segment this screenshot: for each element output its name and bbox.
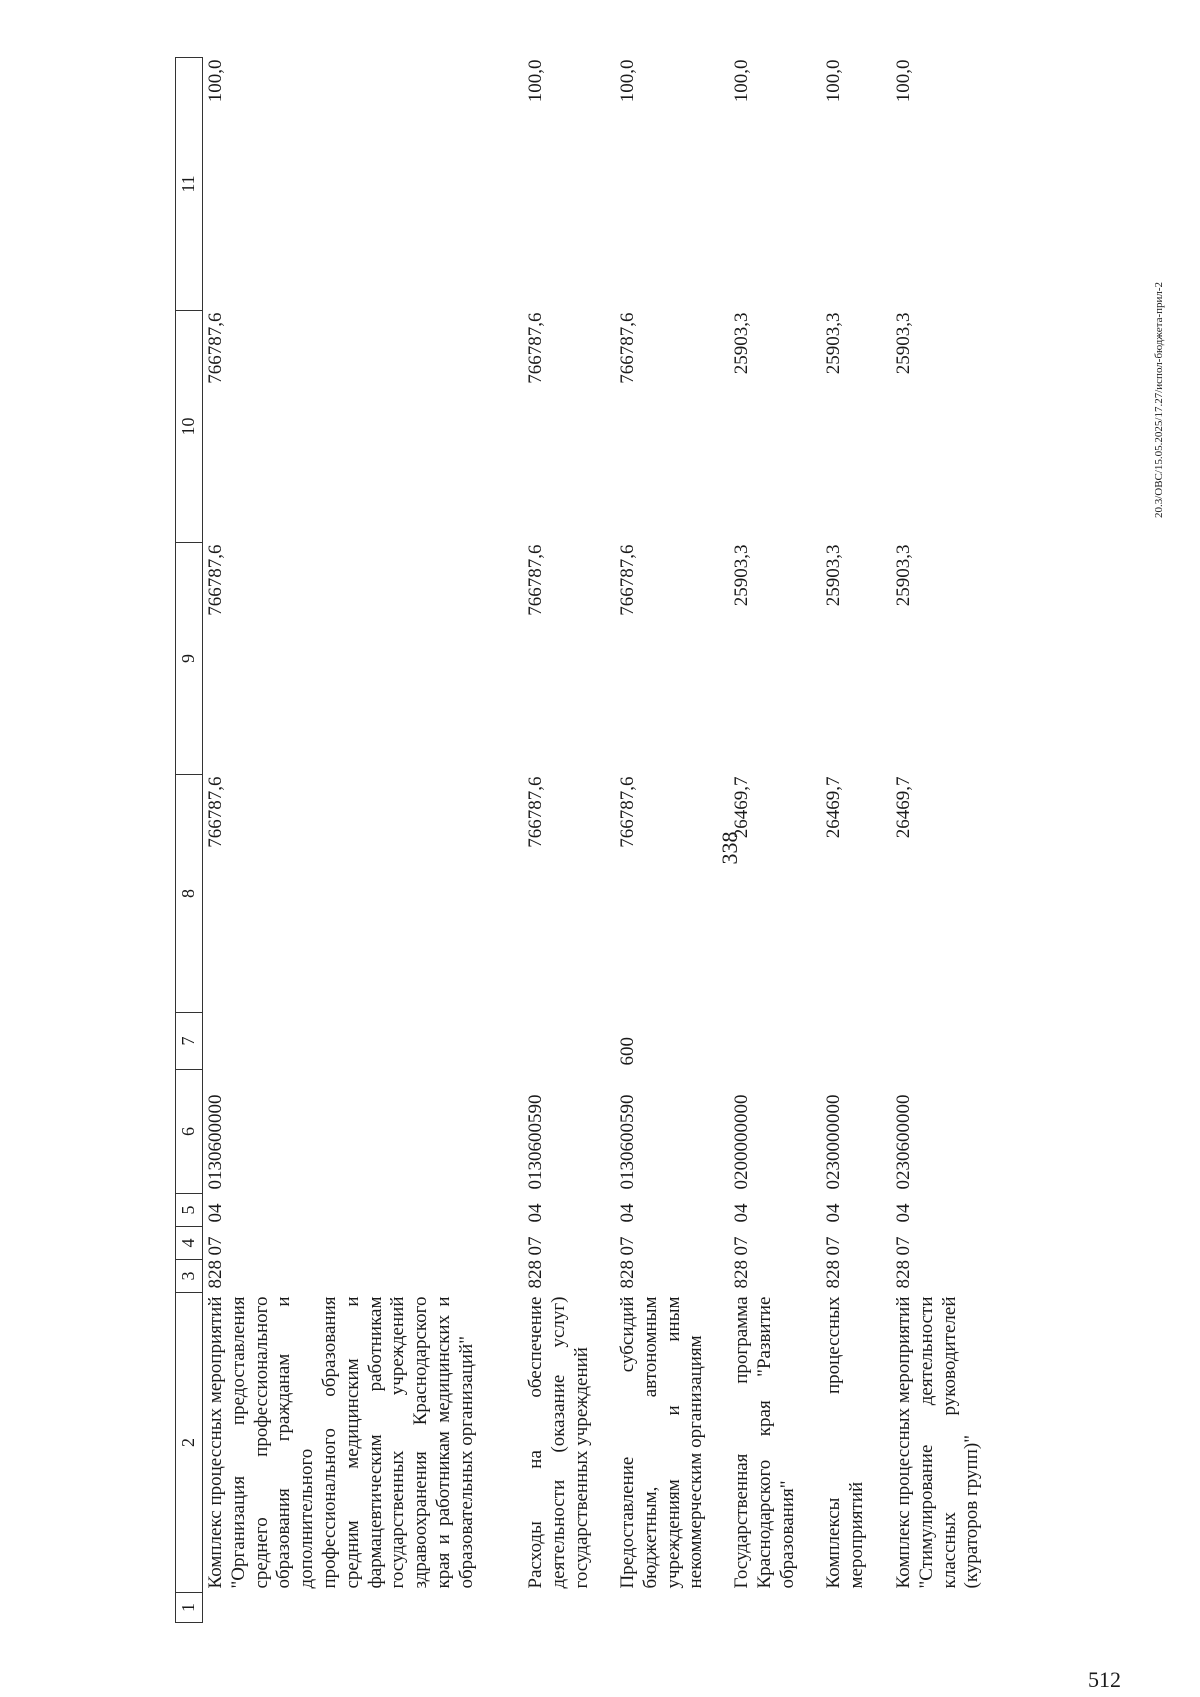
cell-col-7 <box>729 1013 821 1070</box>
cell-col-1 <box>203 1593 524 1623</box>
cell-col-11: 100,0 <box>525 59 546 103</box>
cell-col-3: 828 <box>731 1260 752 1289</box>
cell-col-9: 25903,3 <box>893 544 914 607</box>
cell-col-9: 766787,6 <box>205 544 226 616</box>
header-col-3: 3 <box>176 1260 203 1293</box>
cell-description: Государственная программа Краснодарского края "Развитие образования" <box>731 1296 798 1589</box>
cell-description: Расходы на обеспечение деятельности (оказание услуг) государственных учреждений <box>525 1296 592 1589</box>
cell-col-9: 766787,6 <box>617 544 638 616</box>
header-col-5: 5 <box>176 1194 203 1227</box>
cell-col-11: 100,0 <box>731 59 752 103</box>
cell-col-9: 25903,3 <box>823 544 844 607</box>
cell-col-4: 07 <box>893 1236 914 1256</box>
header-col-7: 7 <box>176 1013 203 1070</box>
cell-col-3: 828 <box>823 1260 844 1289</box>
cell-col-6: 0200000000 <box>731 1094 752 1190</box>
header-col-4: 4 <box>176 1227 203 1260</box>
header-col-10: 10 <box>176 311 203 543</box>
cell-col-3: 828 <box>617 1260 638 1289</box>
document-reference: 20.3/ОВС/15.05.2025/17.27/испол-бюджета-прил-2 <box>1153 281 1165 519</box>
cell-col-5: 04 <box>525 1203 546 1223</box>
cell-col-10: 25903,3 <box>731 312 752 375</box>
cell-col-10: 766787,6 <box>617 312 638 384</box>
cell-col-4: 07 <box>617 1236 638 1256</box>
header-col-1: 1 <box>176 1593 203 1623</box>
budget-table <box>175 57 984 1623</box>
cell-col-6: 0130600590 <box>525 1094 546 1190</box>
header-col-11: 11 <box>176 58 203 311</box>
header-col-9: 9 <box>176 543 203 775</box>
cell-col-6: 0230600000 <box>893 1094 914 1190</box>
cell-col-1 <box>891 1593 984 1623</box>
cell-col-8: 766787,6 <box>205 776 226 848</box>
cell-col-8: 26469,7 <box>893 776 914 839</box>
table-row <box>729 58 821 1623</box>
sheet-number: 512 <box>1088 1667 1121 1692</box>
cell-description: Предоставление субсидий бюджетным, автономным учреждениям и иным некоммерческим организациям <box>617 1296 707 1589</box>
cell-col-8: 766787,6 <box>617 776 638 848</box>
cell-col-10: 25903,3 <box>823 312 844 375</box>
header-row <box>176 58 203 1623</box>
cell-col-3: 828 <box>525 1260 546 1289</box>
cell-col-5: 04 <box>731 1203 752 1223</box>
page-number: 338 <box>717 831 742 865</box>
header-col-8: 8 <box>176 775 203 1013</box>
table-header <box>176 58 203 1623</box>
cell-col-5: 04 <box>823 1203 844 1223</box>
cell-col-9: 25903,3 <box>731 544 752 607</box>
cell-col-5: 04 <box>205 1203 226 1223</box>
table-body <box>203 58 985 1623</box>
cell-col-1 <box>615 1593 729 1623</box>
cell-col-3: 828 <box>205 1260 226 1289</box>
cell-col-4: 07 <box>205 1236 226 1256</box>
cell-col-8: 766787,6 <box>525 776 546 848</box>
cell-col-7 <box>203 1013 524 1070</box>
cell-col-6: 0130600590 <box>617 1094 638 1190</box>
cell-col-11: 100,0 <box>205 59 226 103</box>
cell-col-11: 100,0 <box>823 59 844 103</box>
cell-description: Комплексы процессных мероприятий <box>823 1296 867 1589</box>
cell-col-5: 04 <box>617 1203 638 1223</box>
cell-col-7: 600 <box>617 1037 638 1066</box>
cell-col-7 <box>891 1013 984 1070</box>
table-row <box>821 58 891 1623</box>
budget-table-container <box>175 58 983 1623</box>
table-row <box>891 58 984 1623</box>
cell-col-8: 26469,7 <box>731 776 752 839</box>
cell-col-10: 25903,3 <box>893 312 914 375</box>
cell-col-4: 07 <box>525 1236 546 1256</box>
cell-col-9: 766787,6 <box>525 544 546 616</box>
header-col-2: 2 <box>176 1293 203 1593</box>
cell-col-7 <box>821 1013 891 1070</box>
cell-col-1 <box>821 1593 891 1623</box>
cell-col-11: 100,0 <box>617 59 638 103</box>
cell-col-4: 07 <box>823 1236 844 1256</box>
cell-col-10: 766787,6 <box>525 312 546 384</box>
header-col-6: 6 <box>176 1070 203 1194</box>
cell-description: Комплекс процессных мероприятий "Организация предоставления среднего профессионального образования гражданам и дополнительного профессионального образования средним медицинским и фармацевтическим работникам государственных учреждений здравоохранения Краснодарского края и работникам медицинских и образовательных организаций" <box>205 1296 477 1589</box>
cell-col-6: 0230000000 <box>823 1094 844 1190</box>
table-row <box>615 58 729 1623</box>
cell-col-10: 766787,6 <box>205 312 226 384</box>
cell-description: Комплекс процессных мероприятий "Стимулирование деятельности классных руководителей (кураторов групп)" <box>893 1296 983 1589</box>
cell-col-3: 828 <box>893 1260 914 1289</box>
cell-col-5: 04 <box>893 1203 914 1223</box>
cell-col-8: 26469,7 <box>823 776 844 839</box>
cell-col-11: 100,0 <box>893 59 914 103</box>
cell-col-4: 07 <box>731 1236 752 1256</box>
cell-col-7 <box>523 1013 615 1070</box>
cell-col-1 <box>729 1593 821 1623</box>
table-row <box>203 58 524 1623</box>
table-row <box>523 58 615 1623</box>
cell-col-1 <box>523 1593 615 1623</box>
cell-col-6: 0130600000 <box>205 1094 226 1190</box>
